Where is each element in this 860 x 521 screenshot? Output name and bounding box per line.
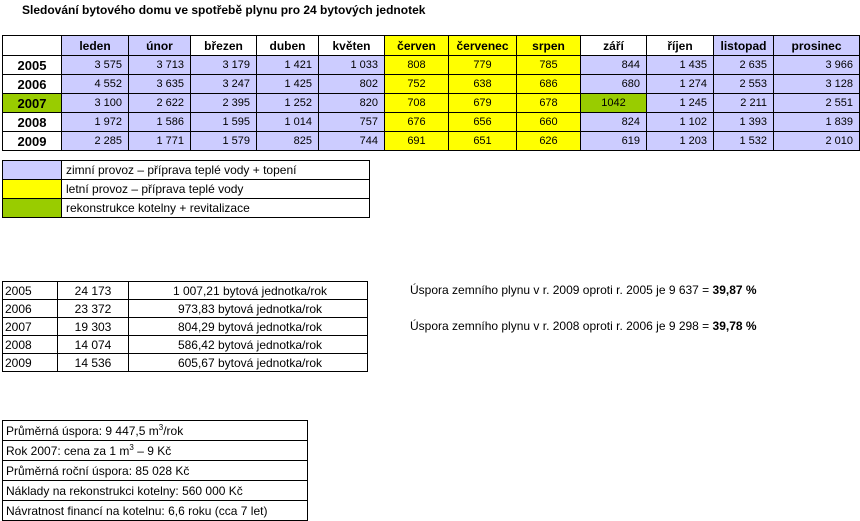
totals-year-cell: 2009 [3, 354, 58, 372]
consumption-cell: 1 252 [257, 94, 319, 113]
consumption-cell: 1 393 [714, 113, 774, 132]
year-cell: 2005 [3, 56, 62, 75]
consumption-cell: 3 713 [129, 56, 191, 75]
legend-swatch [3, 161, 62, 180]
totals-total-cell: 23 372 [58, 300, 129, 318]
legend-label: letní provoz – příprava teplé vody [62, 180, 370, 199]
summary-row [3, 421, 308, 441]
totals-total-cell: 24 173 [58, 282, 129, 300]
consumption-cell: 691 [385, 132, 449, 151]
consumption-cell: 1 579 [191, 132, 257, 151]
reconstruction-cost: Náklady na rekonstrukci kotelny: 560 000 Kč [3, 481, 308, 501]
consumption-cell: 3 247 [191, 75, 257, 94]
consumption-cell: 1 274 [647, 75, 714, 94]
consumption-cell: 1 532 [714, 132, 774, 151]
monthly-consumption-table [2, 35, 860, 151]
legend-item [3, 180, 370, 199]
totals-total-cell: 19 303 [58, 318, 129, 336]
consumption-cell: 3 966 [774, 56, 860, 75]
totals-year-cell: 2007 [3, 318, 58, 336]
consumption-cell: 3 128 [774, 75, 860, 94]
saving-note-2008: Úspora zemního plynu v r. 2008 oproti r. 2006 je 9 298 = 39,78 % [410, 319, 757, 333]
legend-swatch [3, 199, 62, 218]
month-header: červenec [449, 36, 517, 56]
consumption-cell: 744 [319, 132, 385, 151]
consumption-cell: 651 [449, 132, 517, 151]
saving-note-2009: Úspora zemního plynu v r. 2009 oproti r. 2005 je 9 637 = 39,87 % [410, 283, 757, 297]
consumption-cell: 1 203 [647, 132, 714, 151]
month-header: leden [62, 36, 129, 56]
consumption-cell: 1 421 [257, 56, 319, 75]
table-row [3, 94, 860, 113]
summary-row [3, 481, 308, 501]
totals-total-cell: 14 536 [58, 354, 129, 372]
consumption-cell: 1 102 [647, 113, 714, 132]
table-row [3, 75, 860, 94]
totals-row [3, 336, 368, 354]
summary-row [3, 441, 308, 461]
consumption-cell: 752 [385, 75, 449, 94]
month-header: květen [319, 36, 385, 56]
year-cell: 2009 [3, 132, 62, 151]
totals-year-cell: 2008 [3, 336, 58, 354]
consumption-cell: 1 014 [257, 113, 319, 132]
totals-total-cell: 14 074 [58, 336, 129, 354]
totals-per-unit-cell: 804,29 bytová jednotka/rok [129, 318, 368, 336]
consumption-cell: 2 553 [714, 75, 774, 94]
month-header: září [581, 36, 647, 56]
totals-per-unit-cell: 605,67 bytová jednotka/rok [129, 354, 368, 372]
legend-label: zimní provoz – příprava teplé vody + topení [62, 161, 370, 180]
summary-row [3, 501, 308, 521]
consumption-cell: 1 586 [129, 113, 191, 132]
consumption-cell: 2 211 [714, 94, 774, 113]
consumption-cell: 779 [449, 56, 517, 75]
consumption-cell: 802 [319, 75, 385, 94]
legend-item [3, 161, 370, 180]
month-header: březen [191, 36, 257, 56]
consumption-cell: 1 425 [257, 75, 319, 94]
consumption-cell: 1 771 [129, 132, 191, 151]
consumption-cell: 3 635 [129, 75, 191, 94]
consumption-cell: 686 [517, 75, 581, 94]
totals-per-unit-cell: 586,42 bytová jednotka/rok [129, 336, 368, 354]
table-header-row [3, 36, 860, 56]
totals-row [3, 300, 368, 318]
consumption-cell: 2 551 [774, 94, 860, 113]
consumption-cell: 808 [385, 56, 449, 75]
consumption-cell: 4 552 [62, 75, 129, 94]
consumption-cell: 619 [581, 132, 647, 151]
consumption-cell: 656 [449, 113, 517, 132]
legend-swatch [3, 180, 62, 199]
consumption-cell: 3 179 [191, 56, 257, 75]
year-cell: 2007 [3, 94, 62, 113]
consumption-cell: 2 395 [191, 94, 257, 113]
totals-per-unit-cell: 973,83 bytová jednotka/rok [129, 300, 368, 318]
totals-row [3, 318, 368, 336]
totals-row [3, 354, 368, 372]
month-header: srpen [517, 36, 581, 56]
consumption-cell: 1 595 [191, 113, 257, 132]
consumption-cell: 679 [449, 94, 517, 113]
consumption-cell: 824 [581, 113, 647, 132]
consumption-cell: 820 [319, 94, 385, 113]
consumption-cell: 1 839 [774, 113, 860, 132]
consumption-cell: 2 010 [774, 132, 860, 151]
consumption-cell: 1 972 [62, 113, 129, 132]
month-header: duben [257, 36, 319, 56]
consumption-cell: 2 635 [714, 56, 774, 75]
consumption-cell: 844 [581, 56, 647, 75]
consumption-cell: 1042 [581, 94, 647, 113]
consumption-cell: 638 [449, 75, 517, 94]
consumption-cell: 708 [385, 94, 449, 113]
header-corner [3, 36, 62, 56]
consumption-cell: 1 245 [647, 94, 714, 113]
avg-saving: Průměrná úspora: 9 447,5 $m^3$/rok [3, 421, 308, 441]
month-header: únor [129, 36, 191, 56]
month-header: listopad [714, 36, 774, 56]
consumption-cell: 678 [517, 94, 581, 113]
consumption-cell: 3 100 [62, 94, 129, 113]
consumption-cell: 2 285 [62, 132, 129, 151]
consumption-cell: 660 [517, 113, 581, 132]
month-header: říjen [647, 36, 714, 56]
consumption-cell: 825 [257, 132, 319, 151]
table-row [3, 56, 860, 75]
consumption-cell: 3 575 [62, 56, 129, 75]
consumption-cell: 1 435 [647, 56, 714, 75]
summary-table [2, 420, 308, 521]
page-title: Sledování bytového domu ve spotřebě plynu pro 24 bytových jednotek [22, 3, 426, 17]
consumption-cell: 1 033 [319, 56, 385, 75]
consumption-cell: 626 [517, 132, 581, 151]
year-cell: 2008 [3, 113, 62, 132]
table-row [3, 113, 860, 132]
consumption-cell: 680 [581, 75, 647, 94]
legend-label: rekonstrukce kotelny + revitalizace [62, 199, 370, 218]
summary-row [3, 461, 308, 481]
color-legend [2, 160, 370, 218]
avg-annual-saving: Průměrná roční úspora: 85 028 Kč [3, 461, 308, 481]
consumption-cell: 676 [385, 113, 449, 132]
consumption-cell: 785 [517, 56, 581, 75]
table-row [3, 132, 860, 151]
year-cell: 2006 [3, 75, 62, 94]
totals-year-cell: 2006 [3, 300, 58, 318]
legend-item [3, 199, 370, 218]
totals-row [3, 282, 368, 300]
yearly-totals-table [2, 281, 368, 372]
consumption-cell: 757 [319, 113, 385, 132]
totals-year-cell: 2005 [3, 282, 58, 300]
payback-period: Návratnost financí na kotelnu: 6,6 roku (cca 7 let) [3, 501, 308, 521]
month-header: červen [385, 36, 449, 56]
totals-per-unit-cell: 1 007,21 bytová jednotka/rok [129, 282, 368, 300]
gas-price: Rok 2007: cena za 1 $m^3 - 9$ Kč [3, 441, 308, 461]
consumption-cell: 2 622 [129, 94, 191, 113]
month-header: prosinec [774, 36, 860, 56]
